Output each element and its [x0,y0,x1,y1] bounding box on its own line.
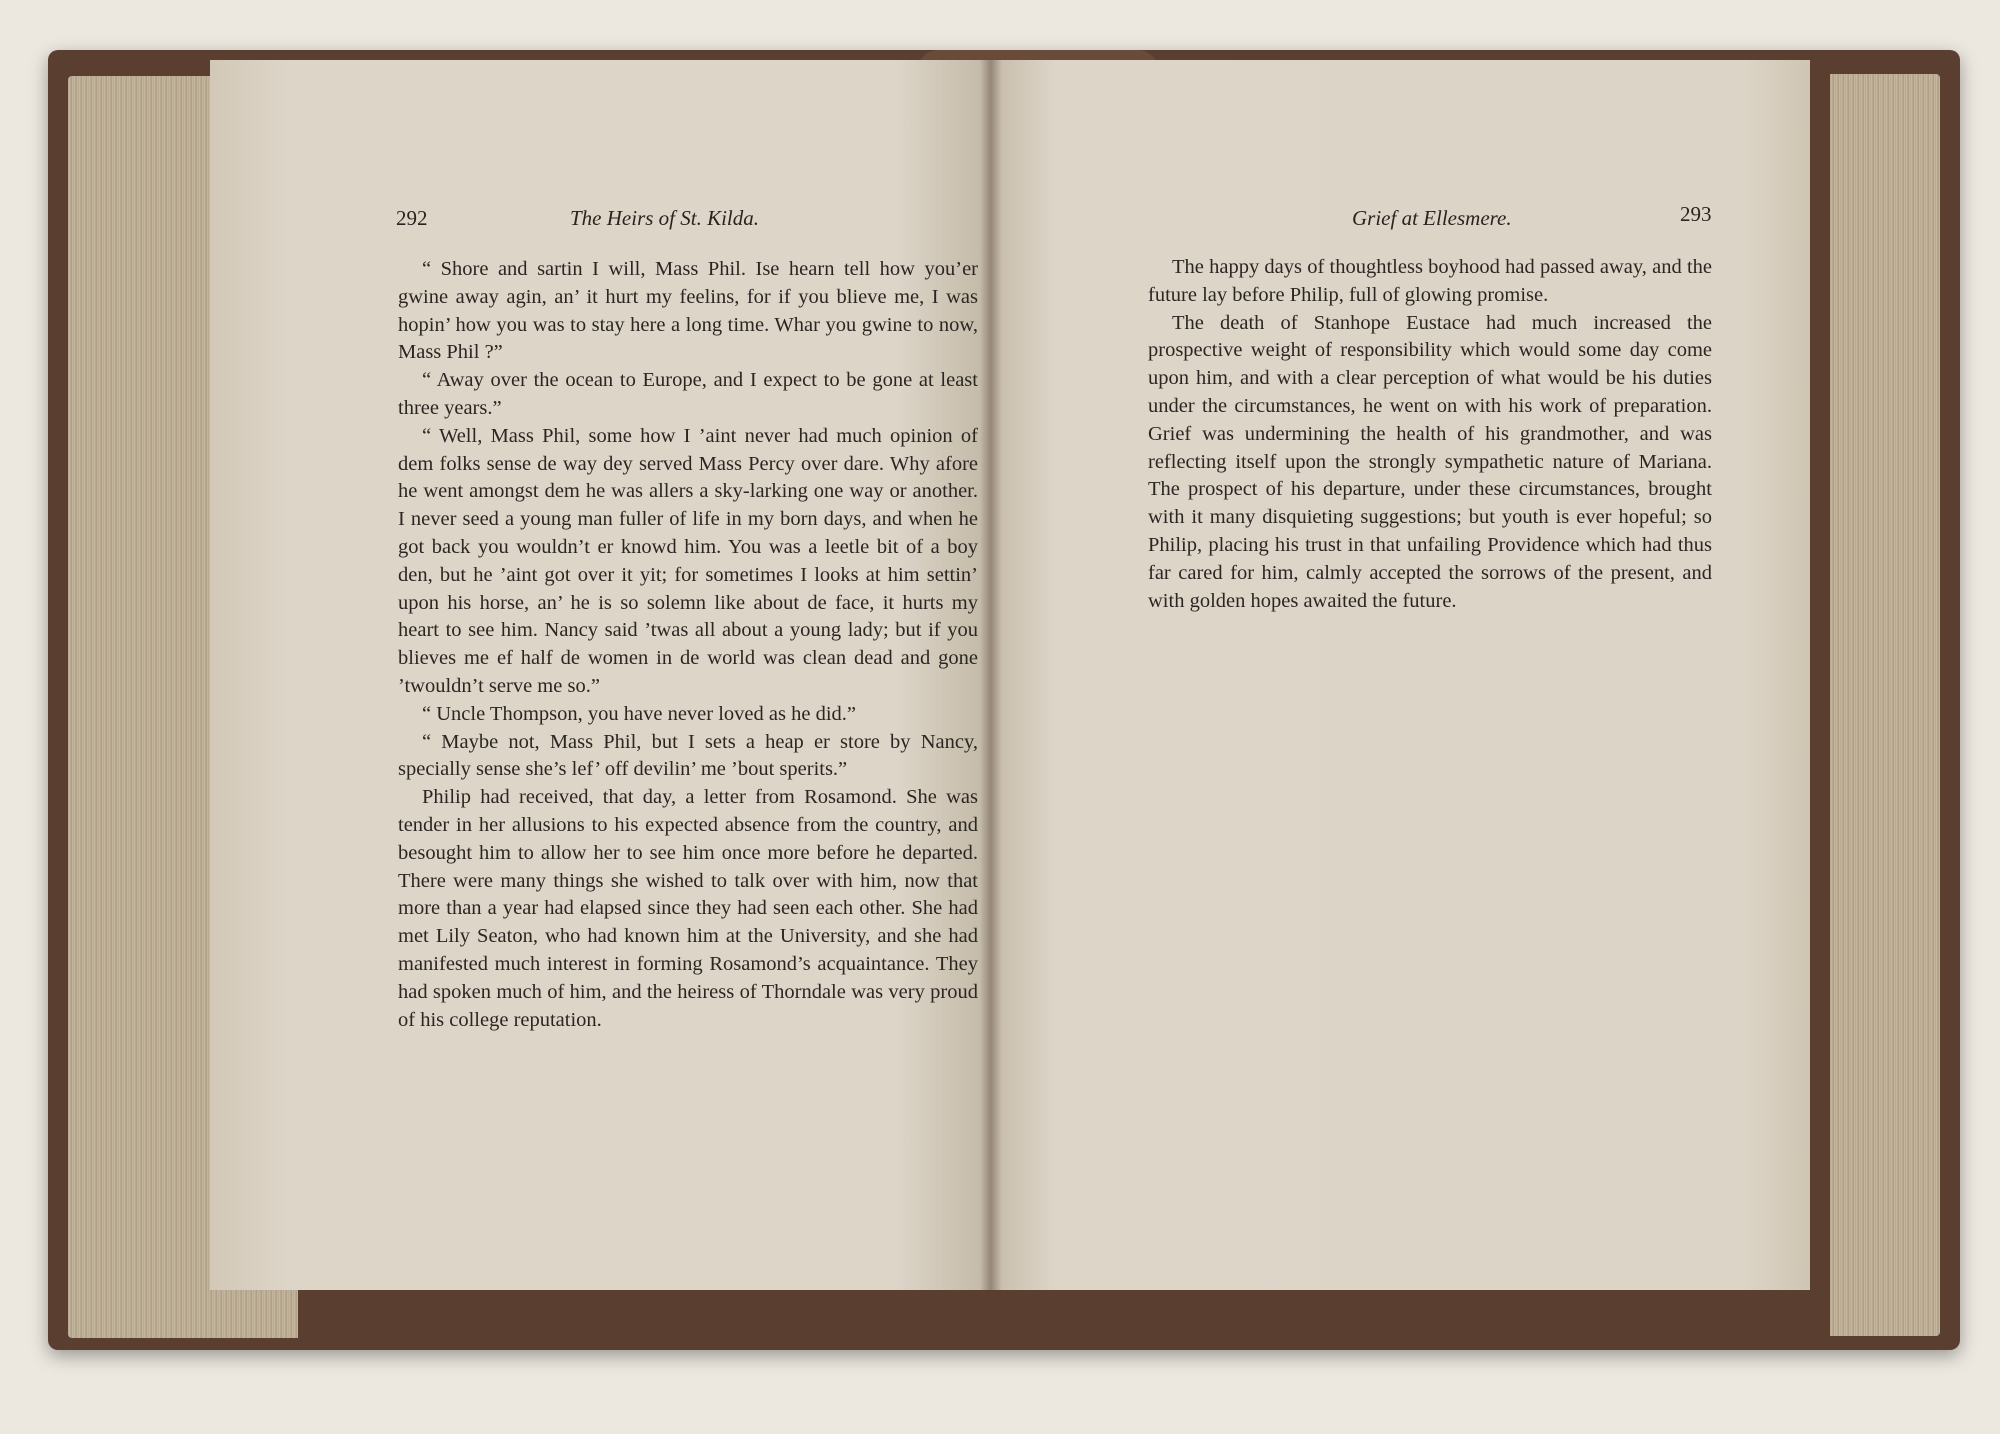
right-page-body [1148,254,1712,615]
left-page-number: 292 [396,206,428,230]
book-gutter [980,60,1002,1290]
right-page-edges [1830,74,1940,1336]
left-running-head: The Heirs of St. Kilda. [570,206,760,230]
paragraph: The happy days of thoughtless boyhood had passed away, and the future lay before Philip, full of glowing promise. [1148,256,1712,306]
paragraph: “ Well, Mass Phil, some how I ’aint never had much opinion of dem folks sense de way dey served Mass Percy over dare. Why afore he went amongst dem he was allers a sky-larking one way or another. I never seed a young man fuller of life in my born days, and when he got back you wouldn’t er knowd him. You was a leetle bit of a boy den, but he ’aint got over it yit; for sometimes I looks at him settin’ upon his horse, an’ he is so solemn like about de face, it hurts my heart to see him. Nancy said ’twas all about a young lady; but if you blieves me ef half de women in de world was clean dead and gone ’twouldn’t serve me so.” [398,424,978,697]
paragraph: Philip had received, that day, a letter from Rosamond. She was tender in her allusions to his expected absence from the country, and besought him to allow her to see him once more before he departed. There were many things she wished to talk over with him, now that more than a year had elapsed since they had seen each other. She had met Lily Seaton, who had known him at the University, and she had manifested much interest in forming Rosamond’s acquaintance. They had spoken much of him, and the heiress of Thorndale was very proud of his college reputation. [398,786,978,1031]
paragraph: “ Maybe not, Mass Phil, but I sets a heap er store by Nancy, specially sense she’s lef’ off devilin’ me ’bout sperits.” [398,730,978,781]
paragraph: “ Uncle Thompson, you have never loved as he did.” [422,702,856,725]
paragraph: “ Shore and sartin I will, Mass Phil. Ise hearn tell how you’er gwine away agin, an’ it hurt my feelins, for if you blieve me, I was hopin’ how you was to stay here a long time. Whar you gwine to now, Mass Phil ?” [398,258,978,364]
left-page-body [398,256,978,1034]
paragraph: The death of Stanhope Eustace had much increased the prospective weight of responsibility which would some day come upon him, and with a clear perception of what would be his duties under the circumstances, he went on with his work of preparation. Grief was undermining the health of his grandmother, and was reflecting itself upon the strongly sympathetic nature of Mariana. The prospect of his departure, under these circumstances, brought with it many disquieting suggestions; but youth is ever hopeful; so Philip, placing his trust in that unfailing Providence which had thus far cared for him, calmly accepted the sorrows of the present, and with golden hopes awaited the future. [1148,311,1712,612]
right-running-head: Grief at Ellesmere. [1352,206,1512,230]
right-page-number: 293 [1680,202,1712,226]
right-page [990,60,1810,1290]
paragraph: “ Away over the ocean to Europe, and I expect to be gone at least three years.” [398,369,978,419]
